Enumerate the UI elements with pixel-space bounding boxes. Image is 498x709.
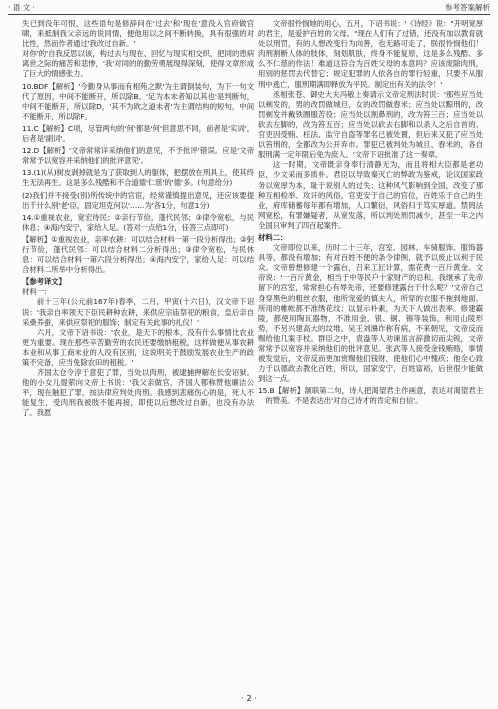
paragraph: 六月，文帝下诏书说：'农业，是天下的根本，没有什么事情比农业更为重要。现在那些辛苦勤劳的农民还要缴纳租税，这样做便从事农耕本业和从事工商末业的人没有区别，这说明关于鼓励发展农业生产的政策不完备，应当免除农田的租税。' [22,327,254,367]
paragraph: 失已到没年可恨，这些语句是修辞问在'过去'和'现在'意没入官府做官啸，来抵制我父亲远的说同情，便他用以之间不断转换，具有很强的对比性，然而作者通过'我改过自新。' [22,19,254,49]
right-text-column [258,19,483,407]
paragraph: 对你'的'自我反思以该，构过去与现在、回忆与现实相交织，把同的患病离世之际的痛苦和悲惨，'我'对同的的勤劳勇展现得深刻，使得文章形成了巨大的情感张力。 [22,49,254,79]
header-divider [8,14,490,15]
header-section-title: 参考答案解析 [445,3,490,12]
paragraph: 【参考译文】 [22,277,66,287]
paragraph: 材料一： [22,287,52,297]
page-number: · 2 · [241,694,257,703]
paragraph: 文帝很怜悯她的用心，五月，下诏书说：'《诗经》说："开明宽厚的君主，是爱护百姓的父母。"现在人们有了过错，还没有加以教育就处以刑罚，有的人想改变行为向善，也无路可走了，朕很怜悯他们！肉刑割断人体的肢体，刻划肌肤，终身不能复原，这是多么残酷、多么不仁慈的作法！难道这符合为百姓父母的本意吗？应该废除肉刑，用别的惩罚去代替它；规定犯罪的人依各自的罪行轻重，只要不从服刑中逃亡，服刑期满即释放为平民。制定出有关的法令！' [258,19,483,89]
paragraph: 前十三年(公元前167年)春季，二月，甲寅(十六日)，汉文帝下诏说：'我亲自率领天下臣民耕种农耕，来供应宗庙祭祀的粮食，皇后亲自采桑养蚕，来供应祭祀的服饰；制定有关此事的礼仪！' [22,297,254,327]
paragraph: 文帝即位以来，历时二十三年，宫室、园林、车骑服饰、服饰器具等，都没有增加；有对百姓不便的条令律例，就予以废止以利于民众。文帝曾想修建一个露台，召来工匠计算，需花费一百斤黄金。文帝说：'一百斤黄金，相当于中等民户十家财产的总和。我继承了先帝留下的宫室，常常担心有辱先帝，还要修建露台干什么呢？'文帝自己身穿黑色的粗丝衣服，他所宠爱的慎夫人，所穿的衣服不拖到地面，所用的帷帐都不准绣花纹；以显示朴素，为天下人做出表率。修建霸陵，都使用陶瓦器物，不准用金、银、铜、锡等装饰，利用山陵形势，不另兴建高大的坟堆。吴王刘濞诈称有病，不来朝见，文帝反而赐给他几案手杖。群臣之中，袁盎等人劝谏虽言辞激切而尖锐，文帝常常予以宽容并采纳他们的批评意见。张武等人接受金钱贿赂，事情被发觉后，文帝反而更加赏赐他们钱财，使他们心中愧疚；他全心致力于以德政去教化百姓，所以，国家安宁，百姓富裕，后世很少能做到这一点。 [258,243,483,384]
paragraph: (2)我们并不接受(别)所传统中的官宦，经常谨慎提出意见，还应该要提出千什么别'老'臣，固定坦克何以'……为'各1分，句意1分) [22,190,254,210]
paragraph: 【解析】①重视农业，亲率农耕：可以结合材料一第一段分析得出；②躬行节俭，蓬代民邻：可以结合材料二分析得出；③律令宽松，与民休息：可以结合材料一第六段分析得出；④海内安宁，家给人足：可以结合材料二所举中分析得出。 [22,234,254,275]
paragraph: 11.C【解析】C项，尽管两句的'何'都是'何'但意思不同，前者是'实词'，后者是'副词'。 [22,123,254,144]
paragraph: 齐国太仓令淳于意犯了罪，当处以肉刑，被逮捕押解在长安诏狱。他的小女儿提萦向文帝上书说：'我父亲做官，齐国人都称赞他廉洁公平，现在触犯了罪，按法律应判处肉刑。我感到悲痛伤心的是，死人不能复生，受肉刑我被肢不能再接，即使以后想改过自新，也没有办法了。我愿 [22,368,254,418]
paragraph: 这一时期，文帝既亲身奉行清静无为，而且将相大臣都是老功臣，少文采而多质朴。君臣以导致秦灭亡的弊政为鉴戒，论议国家政务以宽厚为本，耻于说别人的过失；这种风气影响到全国，改变了那种互相检举、攻讦的风俗。官吏安于自己的官位，百姓乐于自己的生业，府库储蓄每年都有增加，人口繁衍，风俗归于笃实厚道。禁罔法网宽松，有罪嫌疑者，从宽发落，所以判处刑罚减少，甚至一年之内全国只审判了四百起案件。 [258,160,483,230]
paragraph: 10.BDF【解析】'今勤身从事而有相苑之默'为主谓倒装句，为下一句文代了原因，中间不能断开，所以除B。'足为本末者知以其也'是判断句，中间不能断开，所以除D，'其不为欧之道未者'为主谓结构的短句，中间不能断开，所以除F。 [22,81,254,121]
paragraph: 12.D【解析】'文帝常常详采纳他们的意见，不予批评'错误。应是'文帝常常予以宽容并采纳他们的批评意见'。 [22,146,254,166]
page-header [8,2,490,14]
paragraph: 14.①重视农业，宽宏待民；②亲行节俭，蓬代民邻；③律令宽松，与民休息；④海内安宁，家给人足。(答对一点给1分，任答三点即可) [22,212,254,232]
subject-label: · 语 文 · [8,3,35,12]
paragraph: 材料二： [258,232,288,242]
left-text-column [22,19,254,419]
paragraph: 丞相张苍、御史大夫冯敬上奏请示文帝定刑法时说：'那些应当处以剃发的，男的改罚做城旦，女的改罚做舂米；应当处以黥刑的，改罚剃发并戴铁圈服苦役；应当处以割鼻刑的，改为笞三百；应当处以砍去左脚的，改为笞五百；应当处以砍去右脚和以杀人之后自首的、官吏因受贿、枉法、监守自盗等罪名已被处置，但后来又犯了应当处以笞刑的，全都改为公开弃市。罪犯已被判处为城旦、舂米的，各自服刑满一定年限后免为庶人。'文帝下诏批准了这一奏章。 [258,89,483,160]
paragraph: 15.B【解析】颔联第二句，诗人把渴望君主作画意，表达对渴望君主的赞美。不是表达出'对自己诗才的肯定和自信'。 [258,386,483,406]
paragraph: 13.(1)(从)树皮剥掉就是为了获取到人的躯体，把摆放在刑具上，使其终生无法再生。这是多么残酷和不合道德'仁慈'的'德'多。(句意给分) [22,168,254,188]
